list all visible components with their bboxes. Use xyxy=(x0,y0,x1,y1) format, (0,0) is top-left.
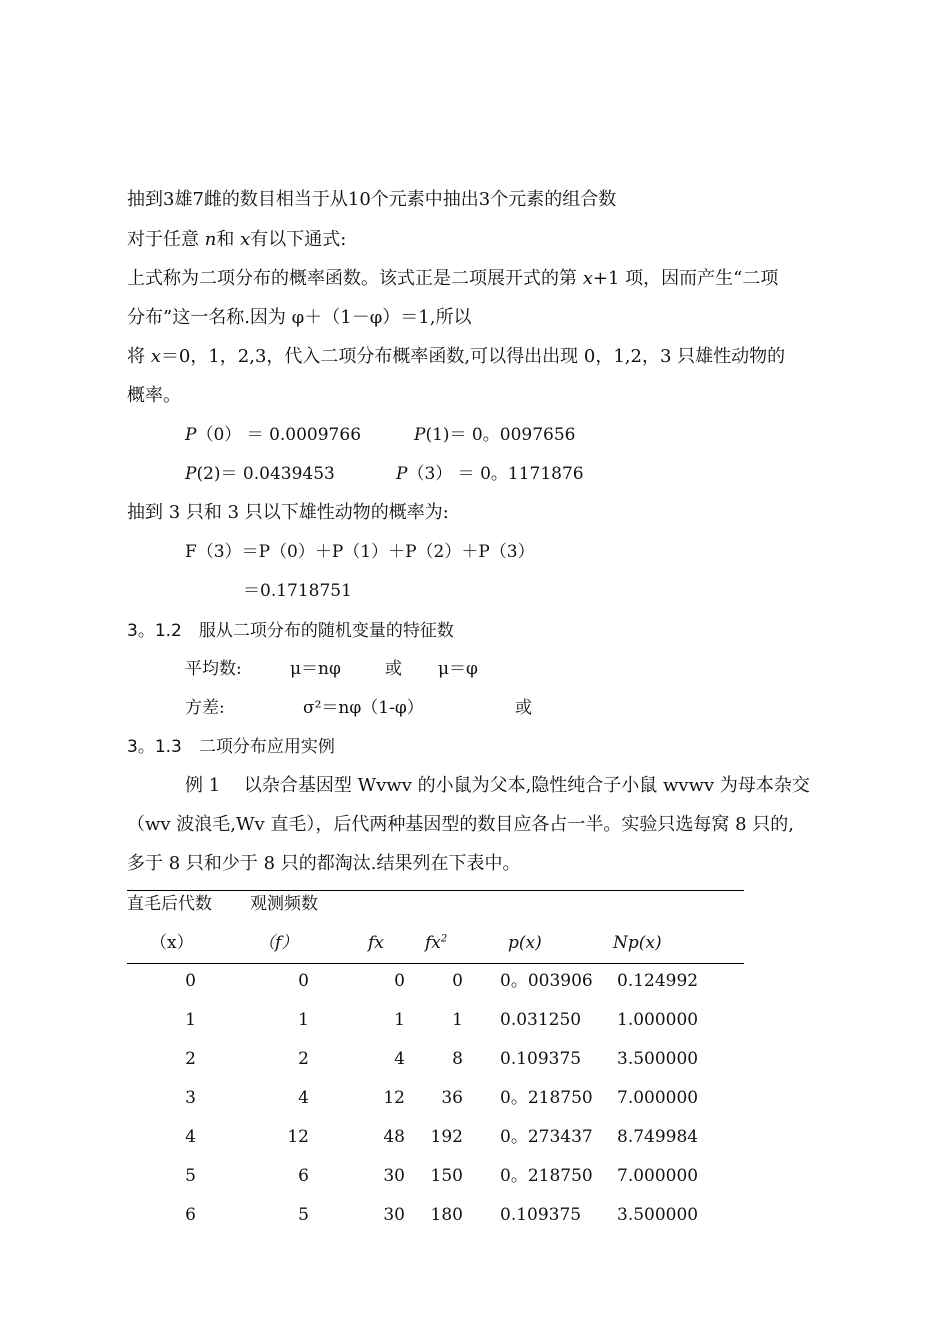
cell-npx: 3.500000 xyxy=(617,1049,699,1069)
cell-fx2: 36 xyxy=(441,1088,463,1108)
cell-px: 0。218750 xyxy=(500,1166,593,1186)
prob-p3 xyxy=(396,463,584,485)
table-subheader-px: p(x) xyxy=(508,933,542,953)
paragraph-probability: 概率。 xyxy=(127,385,181,406)
prob-value: (2)＝ 0.0439453 xyxy=(196,464,335,484)
section-heading-313: 3。1.3 二项分布应用实例 xyxy=(127,737,335,757)
cell-fx: 1 xyxy=(394,1010,405,1030)
table-top-rule xyxy=(127,890,744,891)
cell-npx: 1.000000 xyxy=(617,1010,699,1030)
prob-label: P xyxy=(185,464,197,484)
cell-npx: 3.500000 xyxy=(617,1205,699,1225)
text-span: ＝0，1，2,3，代入二项分布概率函数,可以得出出现 0，1,2，3 只雄性动物的 xyxy=(160,346,786,367)
cell-npx: 7.000000 xyxy=(617,1166,699,1186)
mean-alt: μ＝φ xyxy=(438,659,478,679)
prob-value: (1)＝ 0。0097656 xyxy=(425,425,576,445)
cell-px: 0。218750 xyxy=(500,1088,593,1108)
prob-value: （3） ＝ 0。1171876 xyxy=(407,464,584,484)
table-header-offspring: 直毛后代数 xyxy=(127,894,212,914)
var-x: x xyxy=(582,268,593,289)
cell-npx: 7.000000 xyxy=(617,1088,699,1108)
example-line-3: 多于 8 只和少于 8 只的都淘汰.结果列在下表中。 xyxy=(127,853,521,874)
paragraph-substitute xyxy=(127,346,785,368)
cell-f: 5 xyxy=(298,1205,309,1225)
cell-fx: 12 xyxy=(383,1088,405,1108)
cell-fx: 30 xyxy=(383,1166,405,1186)
cell-f: 2 xyxy=(298,1049,309,1069)
section-heading-312: 3。1.2 服从二项分布的随机变量的特征数 xyxy=(127,621,454,641)
cell-fx2: 1 xyxy=(452,1010,463,1030)
table-subheader-f: （f） xyxy=(258,933,299,953)
var-x: x xyxy=(150,346,161,367)
prob-label: P xyxy=(185,425,197,445)
cell-px: 0。273437 xyxy=(500,1127,593,1147)
table-subheader-fx2 xyxy=(425,932,447,954)
prob-p0 xyxy=(185,424,361,446)
cumulative-formula: F（3）＝P（0）＋P（1）＋P（2）＋P（3） xyxy=(185,542,535,562)
mean-or: 或 xyxy=(385,659,402,679)
table-subheader-x: （x） xyxy=(150,933,194,953)
variance-formula: σ²＝nφ（1-φ） xyxy=(303,698,424,718)
var-n: n xyxy=(204,229,217,250)
paragraph-general-formula xyxy=(127,229,346,251)
cell-x: 6 xyxy=(185,1205,196,1225)
prob-label: P xyxy=(414,425,426,445)
cell-x: 2 xyxy=(185,1049,196,1069)
cell-fx2: 0 xyxy=(452,971,463,991)
cell-fx: 48 xyxy=(383,1127,405,1147)
cumulative-result: ＝0.1718751 xyxy=(243,581,352,601)
cell-npx: 8.749984 xyxy=(617,1127,699,1147)
cell-f: 12 xyxy=(287,1127,309,1147)
text-span: 将 xyxy=(127,346,151,367)
prob-p1 xyxy=(414,424,575,446)
cell-f: 4 xyxy=(298,1088,309,1108)
cell-fx: 4 xyxy=(394,1049,405,1069)
cell-x: 4 xyxy=(185,1127,196,1147)
cell-fx2: 192 xyxy=(430,1127,463,1147)
cell-f: 0 xyxy=(298,971,309,991)
paragraph-binomial-name: 分布”这一名称.因为 φ＋（1－φ）＝1,所以 xyxy=(127,307,472,328)
cell-fx2: 180 xyxy=(430,1205,463,1225)
cell-fx2: 150 xyxy=(430,1166,463,1186)
table-header-rule xyxy=(127,963,744,964)
paragraph-binomial-function xyxy=(127,268,778,290)
example-line-1: 例 1 以杂合基因型 Wvwv 的小鼠为父本,隐性纯合子小鼠 wvwv 为母本杂交 xyxy=(185,775,810,796)
paragraph-cumulative: 抽到 3 只和 3 只以下雄性动物的概率为: xyxy=(127,502,449,523)
cell-f: 1 xyxy=(298,1010,309,1030)
mean-formula: μ＝nφ xyxy=(290,659,341,679)
text-span: 上式称为二项分布的概率函数。该式正是二项展开式的第 xyxy=(127,268,583,289)
cell-fx: 30 xyxy=(383,1205,405,1225)
table-subheader-fx: fx xyxy=(368,933,384,953)
cell-x: 0 xyxy=(185,971,196,991)
text-span: 对于任意 xyxy=(127,229,205,250)
prob-p2 xyxy=(185,463,335,485)
prob-label: P xyxy=(396,464,408,484)
cell-px: 0.109375 xyxy=(500,1205,582,1225)
square-sup: 2 xyxy=(440,933,448,945)
table-header-frequency: 观测频数 xyxy=(250,894,318,914)
cell-fx: 0 xyxy=(394,971,405,991)
example-line-2: （wv 波浪毛,Wv 直毛），后代两种基因型的数目应各占一半。实验只选每窝 8 只的, xyxy=(127,814,795,835)
text-span: +1 项，因而产生“二项 xyxy=(592,268,779,289)
cell-px: 0。003906 xyxy=(500,971,593,991)
paragraph-combination: 抽到3雄7雌的数目相当于从10个元素中抽出3个元素的组合数 xyxy=(127,189,617,210)
variance-label: 方差: xyxy=(185,698,225,718)
cell-px: 0.031250 xyxy=(500,1010,582,1030)
cell-px: 0.109375 xyxy=(500,1049,582,1069)
table-subheader-npx: Np(x) xyxy=(613,933,662,953)
cell-f: 6 xyxy=(298,1166,309,1186)
cell-x: 3 xyxy=(185,1088,196,1108)
text-span: 有以下通式: xyxy=(250,229,347,250)
cell-fx2: 8 xyxy=(452,1049,463,1069)
var-x: x xyxy=(240,229,251,250)
text-span: 和 xyxy=(216,229,241,250)
variance-or: 或 xyxy=(515,698,532,718)
fx-text: fx xyxy=(425,933,441,953)
cell-x: 1 xyxy=(185,1010,196,1030)
mean-label: 平均数: xyxy=(185,659,242,679)
prob-value: （0） ＝ 0.0009766 xyxy=(196,425,362,445)
cell-x: 5 xyxy=(185,1166,196,1186)
cell-npx: 0.124992 xyxy=(617,971,699,991)
